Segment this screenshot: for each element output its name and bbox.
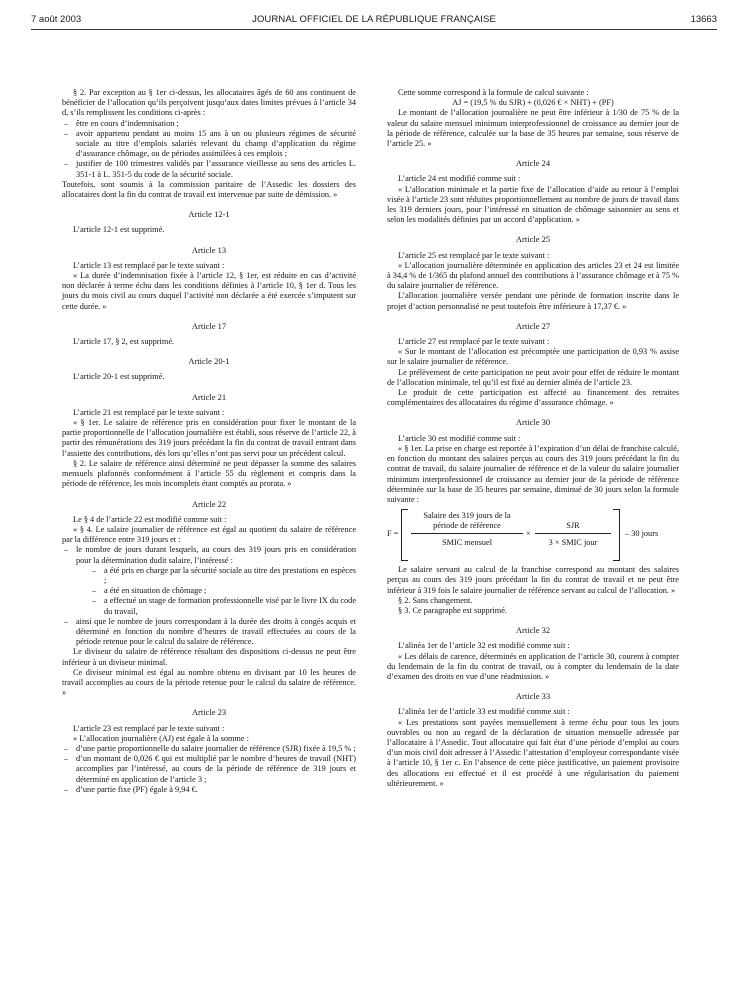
paragraph: Le salaire servant au calcul de la franchise correspond au montant des salaires perçus au cours des 319 jours précédant la fin du contrat de travail et ne peut être inférieur à 319 fois le salaire journalier de référence servant au calcul de l’allocation. »	[387, 565, 679, 595]
paragraph: Le diviseur du salaire de référence résultant des dispositions ci-dessus ne peut être inférieur à un diviseur minimal.	[62, 647, 356, 667]
article-heading: Article 22	[191, 498, 227, 509]
left-column	[62, 88, 356, 795]
paragraph: L’article 30 est modifié comme suit :	[398, 433, 521, 443]
formula-times: ×	[526, 529, 531, 539]
formula-aj: AJ = (19,5 % du SJR) + (0,026 € × NHT) + (PF)	[452, 98, 614, 108]
paragraph: § 2. Le salaire de référence ainsi déterminé ne peut dépasser la somme des salaires mensuels plafonnés conformément à l’article 55 du règlement et compris dans la période de référence, les mois incomplets étant comptés au prorata. »	[62, 458, 356, 489]
list-item: – ainsi que le nombre de jours correspondant à la durée des droits à congés acquis et déterminé en fonction du nombre d’heures de travail effectuées au cours de la période retenue pour le calcul du salaire de référence.	[62, 617, 356, 648]
paragraph: Cette somme correspond à la formule de calcul suivante :	[398, 88, 589, 97]
article-heading: Article 21	[191, 391, 227, 402]
page-number: 13663	[690, 14, 717, 25]
paragraph: Le § 4 de l’article 22 est modifié comme suit :	[73, 514, 227, 524]
fraction-bar	[535, 533, 611, 534]
paragraph: « Les prestations sont payées mensuellement à terme échu pour tous les jours ouvrables ou non au regard de la déclaration de situation mensuelle adressée par l’allocataire à l’Assedic. Tout allocataire qui fait état d’une période d’emploi au cours d’un mois civil doit adresser à l’Assedic l’attestation d’employeur correspondante visée à l’article 10, § 1er c. En l’absence de cette pièce justificative, un paiement provisoire des allocations est effectué et il est procédé à une régularisation du paiement ultérieurement. »	[387, 717, 679, 788]
article-heading: Article 32	[515, 625, 551, 636]
paragraph: Le prélèvement de cette participation ne peut avoir pour effet de réduire le montant de l’allocation minimale, tel qu’il est fixé au dernier alinéa de l’article 23.	[387, 367, 679, 387]
paragraph: L’article 13 est remplacé par le texte suivant :	[73, 260, 225, 270]
formula-denominator-2: 3 × SMIC jour	[548, 538, 598, 548]
allocation-list	[62, 744, 356, 795]
paragraph: « La durée d’indemnisation fixée à l’article 12, § 1er, est réduite en cas d’activité non déclarée à terme échu dans les conditions définies à l’article 10, § 1er d. Tous les jours du mois civil au cours duquel l’activité non déclarée a été exercée s’imputent sur cette durée. »	[62, 271, 356, 311]
issue-date: 7 août 2003	[31, 14, 82, 25]
paragraph: L’allocation journalière versée pendant une période de formation inscrite dans le projet d’action personnalisé ne peut toutefois être inférieure à 17,37 €. »	[387, 291, 679, 311]
paragraph: L’article 17, § 2, est supprimé.	[73, 337, 175, 347]
paragraph: L’alinéa 1er de l’article 32 est modifié comme suit :	[398, 641, 570, 651]
formula-denominator-1: SMIC mensuel	[441, 538, 492, 548]
paragraph: « § 4. Le salaire journalier de référence est égal au quotient du salaire de référence par la différence entre 319 jours et :	[62, 524, 356, 545]
paragraph: L’article 24 est modifié comme suit :	[398, 174, 521, 184]
formula-lhs: F =	[387, 529, 399, 539]
paragraph: L’article 20-1 est supprimé.	[73, 372, 165, 382]
fraction-bar	[411, 533, 523, 534]
article-heading: Article 33	[515, 691, 551, 702]
article-heading: Article 13	[191, 244, 227, 255]
article-heading: Article 27	[515, 320, 551, 331]
list-item: – avoir appartenu pendant au moins 15 ans à un ou plusieurs régimes de sécurité sociale au titre d’emplois salariés relevant du champ d’application du régime d’assurance chômage, ou de périodes assimilées à ces emplois ;	[62, 129, 356, 160]
article-heading: Article 17	[191, 320, 227, 331]
article-heading: Article 25	[515, 234, 551, 245]
formula-bracket-right	[613, 509, 620, 561]
article-heading: Article 24	[515, 158, 551, 169]
list-item-text: le nombre de jours durant lesquels, au cours des 319 jours pris en considération pour la détermination dudit salaire, l’intéressé :	[76, 545, 356, 565]
formula-tail: – 30 jours	[625, 529, 659, 539]
article-heading: Article 23	[191, 707, 227, 718]
list-item: – a effectué un stage de formation professionnelle visé par le livre IX du code du travail,	[90, 596, 356, 616]
paragraph: Le montant de l’allocation journalière ne peut être inférieur à 1/30 de 75 % de la valeur du salaire mensuel minimum interprofessionnel de croissance au dernier jour de la période de référence, calculée sur la base de 35 heures par semaine, sous réserve de l’article 25. »	[387, 108, 679, 149]
franchise-formula	[387, 509, 679, 561]
paragraph: § 2. Par exception au § 1er ci-dessus, les allocataires âgés de 60 ans continuent de bénéficier de l’allocation qu’ils perçoivent jusqu’aux dates limites prévues à l’article 34 d, s’ils remplissent les conditions ci-après :	[62, 88, 356, 118]
paragraph: L’article 23 est remplacé par le texte suivant :	[73, 723, 225, 733]
article-heading: Article 12-1	[188, 209, 230, 220]
paragraph: « Les délais de carence, déterminés en application de l’article 30, courent à compter du lendemain de la fin du contrat de travail, ou à compter du lendemain de la date d’examen des droits en vue d’une réadmission. »	[387, 651, 679, 681]
list-item: – a été en situation de chômage ;	[90, 586, 356, 596]
header-rule	[31, 29, 717, 30]
page-header	[31, 13, 717, 27]
paragraph: L’article 12-1 est supprimé.	[73, 225, 165, 235]
paragraph: « L’allocation journalière (AJ) est égale à la somme :	[73, 733, 249, 743]
conditions-list	[62, 119, 356, 180]
formula-bracket-left	[401, 509, 408, 561]
paragraph: § 2. Sans changement.	[398, 595, 473, 605]
list-item	[62, 545, 356, 616]
article-heading: Article 20-1	[188, 356, 230, 367]
paragraph: Le produit de cette participation est affecté au financement des retraites complémentaires des allocataires du régime d’assurance chômage. »	[387, 388, 679, 408]
paragraph: Toutefois, sont soumis à la commission paritaire de l’Assedic les dossiers des allocataires dont la fin du contrat de travail est intervenue par suite de démission. »	[62, 179, 356, 200]
paragraph: « § 1er. Le salaire de référence pris en considération pour fixer le montant de la partie proportionnelle de l’allocation journalière est établi, sous réserve de l’article 22, à partir des rémunérations des 319 jours précédant la fin du contrat de travail entrant dans l’assiette des contributions, dès lors qu’elles n’ont pas servi pour un précédent calcul.	[62, 418, 356, 458]
list-item: – justifier de 100 trimestres validés par l’assurance vieillesse au sens des articles L. 351-1 à L. 351-5 du code de la sécurité sociale.	[62, 159, 356, 179]
paragraph: § 3. Ce paragraphe est supprimé.	[398, 605, 507, 615]
paragraph: « L’allocation minimale et la partie fixe de l’allocation d’aide au retour à l’emploi visée à l’article 23 sont réduites proportionnellement au nombre de jours de travail dans les 319 derniers jours, pour l’intéressé en situation de chômage saisonnier au sens et selon les modalités définies par un accord d’application. »	[387, 184, 679, 225]
article-heading: Article 30	[515, 417, 551, 428]
journal-title: JOURNAL OFFICIEL DE LA RÉPUBLIQUE FRANÇAISE	[252, 14, 496, 25]
paragraph: « Sur le montant de l’allocation est précomptée une participation de 0,93 % assise sur le salaire journalier de référence.	[387, 347, 679, 367]
formula-numerator-2: SJR	[566, 521, 580, 531]
list-item: – a été pris en charge par la sécurité sociale au titre des prestations en espèces ;	[90, 566, 356, 586]
list-item: – être en cours d’indemnisation ;	[62, 119, 356, 129]
paragraph: L’article 27 est remplacé par le texte suivant :	[398, 337, 550, 347]
list-item: – d’une partie fixe (PF) égale à 9,94 €.	[62, 785, 356, 795]
sub-list	[90, 566, 356, 617]
right-column	[387, 88, 679, 789]
formula-numerator-1: Salaire des 319 jours de la période de référence	[423, 511, 511, 531]
paragraph: L’alinéa 1er de l’article 33 est modifié comme suit :	[398, 707, 570, 717]
paragraph: L’article 21 est remplacé par le texte suivant :	[73, 407, 225, 417]
paragraph: Ce diviseur minimal est égal au nombre obtenu en divisant par 10 les heures de travail accomplies au cours de la période retenue pour le calcul du salaire de référence. »	[62, 667, 356, 698]
paragraph: « § 1er. La prise en charge est reportée à l’expiration d’un délai de franchise calculé, en fonction du montant des salaires perçus au cours des 319 jours précédant la fin du contrat de travail, du salaire journalier de référence et de la valeur du salaire journalier minimum interprofessionnel de croissance au dernier jour de la période de référence déterminée sur la base de 35 heures par semaine, diminué de 30 jours selon la formule suivante :	[387, 443, 679, 504]
paragraph: L’article 25 est remplacé par le texte suivant :	[398, 250, 550, 260]
paragraph: « L’allocation journalière déterminée en application des articles 23 et 24 est limitée à 34,4 % de 1/365 du plafond annuel des contributions à l’assurance chômage et à 75 % du salaire journalier de référence.	[387, 260, 679, 291]
days-list	[62, 545, 356, 647]
list-item: – d’un montant de 0,026 € qui est multiplié par le nombre d’heures de travail (NHT) accomplies par l’intéressé, au cours de la période de référence de 319 jours et déterminé en application de l’article 3 ;	[62, 754, 356, 785]
list-item: – d’une partie proportionnelle du salaire journalier de référence (SJR) fixée à 19,5 % ;	[62, 744, 356, 754]
